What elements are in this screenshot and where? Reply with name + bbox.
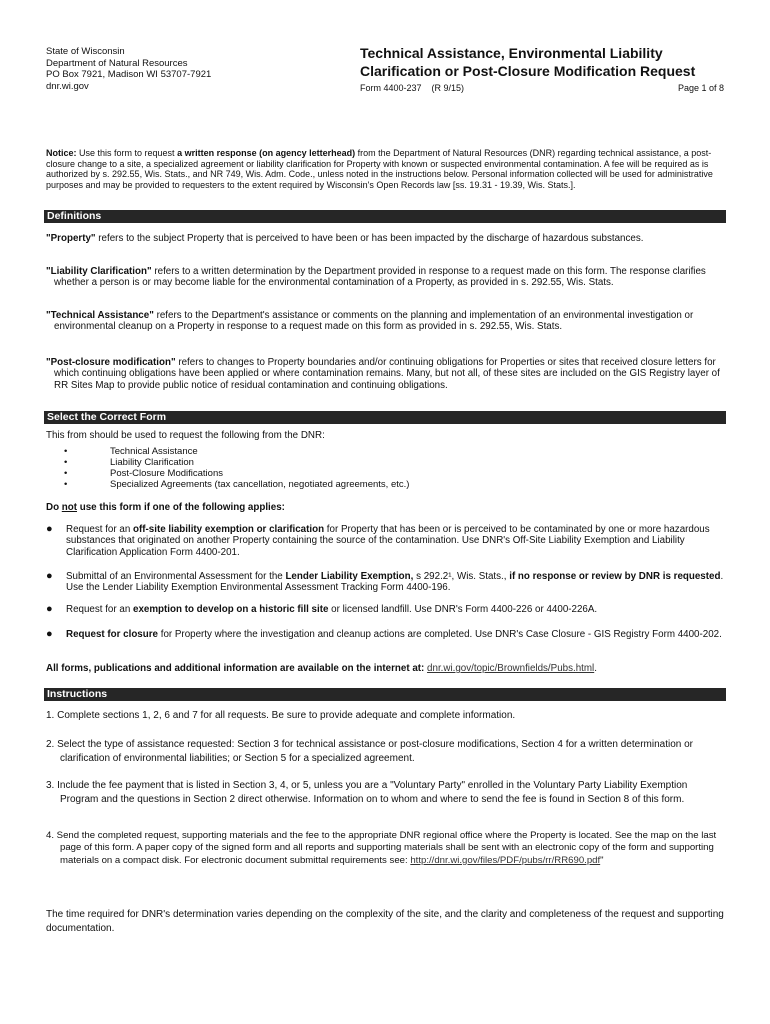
definition-term: "Property" xyxy=(46,233,96,244)
definition-text: refers to changes to Property boundaries and/or continuing obligations for Properties or sites that received closure letters for which continuing obligations have been applied or where contamination remains. Many, but not all, of these sites are included on the GIS Registry layer of RR Sites Map to provide public notice of residual contamination and continuing obligations. xyxy=(54,357,720,391)
definition-technical-assistance xyxy=(46,310,734,333)
definition-term: "Liability Clarification" xyxy=(46,266,152,277)
notice-text: Use this form to request xyxy=(76,148,178,158)
exclusion-text: for Property that has been or is perceived to be contaminated by one or more hazardous substances that originated on another Property containing the source of the contamination. Use DNR's Off-Site Liability Exemption and Liability Clarification Application Form 4400-201. xyxy=(66,524,710,558)
exclusion-text: or licensed landfill. Use DNR's Form 4400-226 or 4400-226A. xyxy=(328,604,598,615)
exclusion-bold: Request for closure xyxy=(66,629,159,640)
bullet-icon: ● xyxy=(46,603,53,615)
select-form-intro: This from should be used to request the following from the DNR: xyxy=(46,430,325,441)
do-not-text: use this form if one of the following applies: xyxy=(77,502,285,513)
exclusion-text: . Use the Lender Liability Exemption Environmental Assessment Tracking Form 4400-196. xyxy=(66,571,724,594)
definitions-heading: Definitions xyxy=(44,210,726,223)
definition-text: refers to the subject Property that is perceived to have been or has been impacted by the discharge of hazardous substances. xyxy=(95,233,644,244)
exclusion-bold: if no response or review by DNR is requested xyxy=(509,571,721,582)
bullet-icon: ● xyxy=(46,523,53,535)
rr690-pdf-link[interactable]: http://dnr.wi.gov/files/PDF/pubs/rr/RR690.pdf xyxy=(410,854,601,866)
exclusion-text: for Property where the investigation and cleanup actions are completed. Use DNR's Case Closure - GIS Registry Form 4400-202. xyxy=(158,629,722,640)
notice-paragraph xyxy=(46,148,726,190)
instruction-2 xyxy=(46,738,726,766)
exclusion-lender-liability xyxy=(66,571,726,594)
definition-liability-clarification xyxy=(46,266,734,289)
notice-text: from the Department of Natural Resources (DNR) regarding technical assistance, a post-closure change to a site, a specialized agreement or liability clarification for Property with known or suspected environmental contamination. A fee will be required as is authorized by s. 292.55, Wis. Stats., and NR 749, Wis. Adm. Code., unless noted in the instructions below. Personal information collected will be used for administrative purposes and may be provided to requesters to the extent required by Wisconsin's Open Records law [ss. 19.31 - 19.39, Wis. Stats.]. xyxy=(46,148,713,190)
do-not-text: Do xyxy=(46,502,62,513)
definition-term: "Post-closure modification" xyxy=(46,357,176,368)
exclusion-bold: exemption to develop on a historic fill site xyxy=(133,604,329,615)
bullet-icon: ● xyxy=(46,570,53,582)
notice-label: Notice: xyxy=(46,148,77,158)
form-title xyxy=(360,44,725,80)
instruction-text: 2. Select the type of assistance requested: Section 3 for technical assistance or post-closure modifications, Section 4 for a written determination or clarification of environmental liabilities; or Section 5 for a specialized agreement. xyxy=(46,739,694,765)
list-item: • Post-Closure Modifications xyxy=(64,468,409,479)
agency-line: Department of Natural Resources xyxy=(46,57,188,69)
instructions-heading: Instructions xyxy=(44,688,726,701)
exclusion-text: Submittal of an Environmental Assessment for the xyxy=(66,571,286,582)
list-item: • Specialized Agreements (tax cancellation, negotiated agreements, etc.) xyxy=(64,479,409,490)
do-not-underlined: not xyxy=(61,502,78,513)
instruction-text: 3. Include the fee payment that is listed in Section 3, 4, or 5, unless you are a "Voluntary Party" enrolled in the Voluntary Party Liability Exemption Program and the questions in Section 2 direct otherwise. Information on to whom and where to send the fee is found in Section 8 of this form. xyxy=(46,780,688,806)
page-number: Page 1 of 8 xyxy=(677,83,724,93)
definition-property xyxy=(46,233,734,244)
exclusion-bold: Lender Liability Exemption, xyxy=(285,571,414,582)
instruction-text: 4. Send the completed request, supporting materials and the fee to the appropriate DNR regional office where the Property is located. See the map on the last page of this form. A paper copy of the signed form and all reports and supporting materials shall be sent with an electronic copy of the form and supporting materials on a compact disk. For electronic document submittal requirements see: xyxy=(46,830,717,866)
form-title-line1: Technical Assistance, Environmental Liability xyxy=(360,45,663,61)
exclusion-text: Request for an xyxy=(66,524,133,535)
all-forms-text: All forms, publications and additional information are available on the internet at: xyxy=(46,663,428,674)
agency-website: dnr.wi.gov xyxy=(46,80,89,92)
exclusion-text: s 292.2¹, Wis. Stats., xyxy=(413,571,510,582)
exclusion-off-site xyxy=(66,524,726,558)
exclusion-historic-fill xyxy=(66,604,726,615)
form-number: Form 4400-237 (R 9/15) xyxy=(360,83,465,93)
agency-line: PO Box 7921, Madison WI 53707-7921 xyxy=(46,69,212,80)
all-forms-line xyxy=(46,663,726,674)
all-forms-end: . xyxy=(594,663,597,674)
instruction-text: 1. Complete sections 1, 2, 6 and 7 for all requests. Be sure to provide adequate and complete information. xyxy=(46,710,516,721)
instruction-text: " xyxy=(600,854,604,866)
instruction-1 xyxy=(46,709,726,723)
form-title-line2: Clarification or Post-Closure Modification Request xyxy=(360,63,696,79)
agency-line: State of Wisconsin xyxy=(46,46,125,57)
instruction-3 xyxy=(46,779,726,807)
bullet-icon: ● xyxy=(46,628,53,640)
request-type-list xyxy=(64,446,409,490)
agency-address xyxy=(46,46,211,92)
list-item: • Technical Assistance xyxy=(64,446,409,457)
closing-paragraph: The time required for DNR's determination varies depending on the complexity of the site, and the clarity and completeness of the request and supporting documentation. xyxy=(46,909,724,935)
select-form-heading: Select the Correct Form xyxy=(44,411,726,424)
notice-bold-text: a written response (on agency letterhead) xyxy=(177,148,356,158)
definition-text: refers to the Department's assistance or comments on the planning and implementation of an environmental investigation or environmental cleanup on a Property in response to a request made on this form as provided in s. 292.55, Wis. Stats. xyxy=(54,310,694,333)
exclusion-bold: off-site liability exemption or clarification xyxy=(133,524,325,535)
list-item: • Liability Clarification xyxy=(64,457,409,468)
definition-post-closure xyxy=(46,357,734,391)
exclusion-closure xyxy=(66,629,726,640)
exclusion-text: Request for an xyxy=(66,604,133,615)
do-not-use-heading xyxy=(46,502,726,513)
brownfields-pubs-link[interactable]: dnr.wi.gov/topic/Brownfields/Pubs.html xyxy=(427,663,595,674)
definition-text: refers to a written determination by the Department provided in response to a request made on this form. The response clarifies whether a person is or may become liable for the environmental contamination of a Property, as provided in s. 292.55, Wis. Stats. xyxy=(54,266,706,289)
instruction-4 xyxy=(46,830,726,867)
definition-term: "Technical Assistance" xyxy=(46,310,154,321)
